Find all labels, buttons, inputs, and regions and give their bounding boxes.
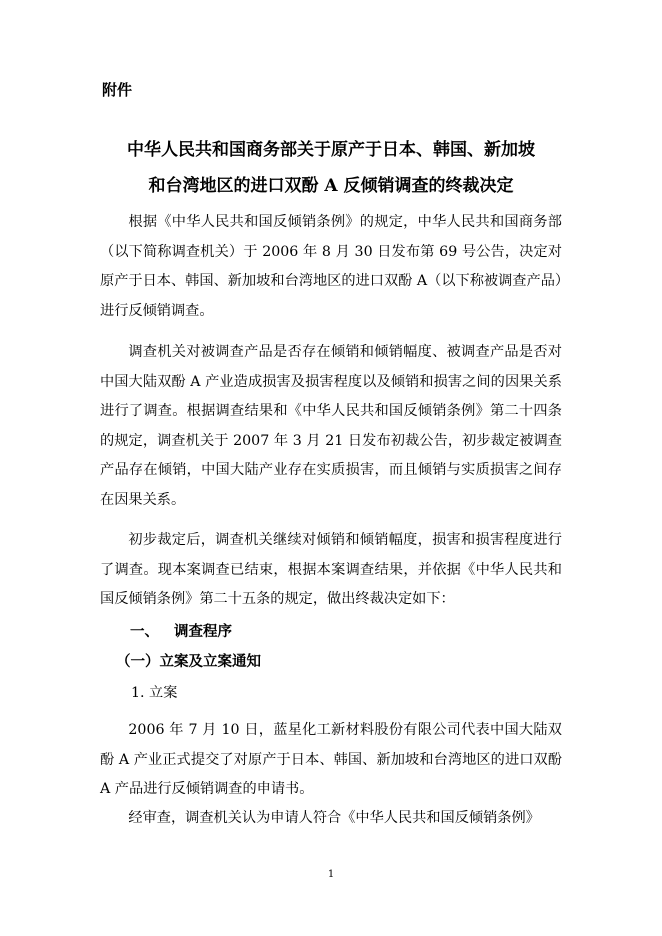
paragraph-application: 2006 年 7 月 10 日，蓝星化工新材料股份有限公司代表中国大陆双酚 A 产业正式提交了对原产于日本、韩国、新加坡和台湾地区的进口双酚 A 产品进行反倾销调查的申请书。 bbox=[100, 722, 562, 798]
paragraph-investigation: 调查机关对被调查产品是否存在倾销和倾销幅度、被调查产品是否对中国大陆双酚 A 产业造成损害及损害程度以及倾销和损害之间的因果关系进行了调查。根据调查结果和《中华人民共和国反倾销条例》第二十四条的规定，调查机关于 2007 年 3 月 21 日发布初裁公告，初步裁定被调查产品存在倾销，中国大陆产业存在实质损害，而且倾销与实质损害之间存在因果关系。 bbox=[100, 344, 562, 508]
paragraph-final-ruling-intro: 初步裁定后，调查机关继续对倾销和倾销幅度，损害和损害程度进行了调查。现本案调查已结束，根据本案调查结果，并依据《中华人民共和国反倾销条例》第二十五条的规定，做出终裁决定如下： bbox=[100, 532, 562, 608]
paragraph-review: 经审查，调查机关认为申请人符合《中华人民共和国反倾销条例》 bbox=[128, 810, 540, 826]
document-title-line-1: 中华人民共和国商务部关于原产于日本、韩国、新加坡 bbox=[127, 140, 535, 160]
document-title-line-2: 和台湾地区的进口双酚 A 反倾销调查的终裁决定 bbox=[148, 176, 514, 196]
paragraph-basis: 根据《中华人民共和国反倾销条例》的规定，中华人民共和国商务部（以下简称调查机关）于 2006 年 8 月 30 日发布第 69 号公告，决定对原产于日本、韩国、新加坡和台湾地区的进口双酚 A（以下称被调查产品）进行反倾销调查。 bbox=[100, 214, 562, 319]
subsection-heading-filing: （一）立案及立案通知 bbox=[116, 653, 261, 670]
section-title: 调查程序 bbox=[174, 623, 232, 640]
section-heading-procedure bbox=[130, 618, 232, 646]
page-number: 1 bbox=[327, 869, 335, 880]
attachment-label: 附件 bbox=[102, 81, 133, 99]
section-number: 一、 bbox=[130, 623, 159, 640]
item-heading-filing: 1. 立案 bbox=[131, 685, 178, 701]
